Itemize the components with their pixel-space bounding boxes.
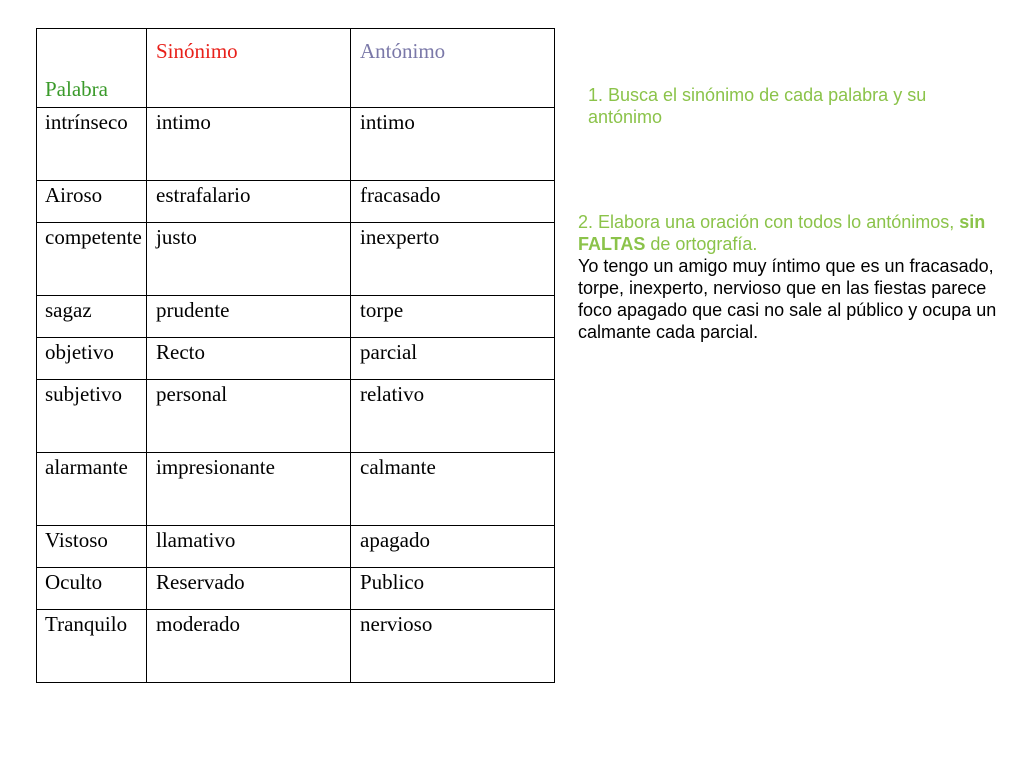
table-row	[37, 296, 555, 338]
table-row	[37, 526, 555, 568]
table-row	[37, 338, 555, 380]
table-header-row	[37, 29, 555, 108]
instruction-step-2-emphasis: sin FALTAS	[578, 212, 986, 254]
cell-sinonimo: prudente	[147, 296, 351, 338]
cell-antonimo: fracasado	[351, 181, 555, 223]
instruction-step-2-suffix: de ortografía.	[645, 234, 758, 254]
table-row	[37, 568, 555, 610]
cell-palabra: Airoso	[37, 181, 147, 223]
cell-palabra: subjetivo	[37, 380, 147, 453]
cell-palabra: competente	[37, 223, 147, 296]
cell-palabra: alarmante	[37, 453, 147, 526]
cell-palabra: intrínseco	[37, 108, 147, 181]
cell-sinonimo: justo	[147, 223, 351, 296]
cell-antonimo: parcial	[351, 338, 555, 380]
instruction-step-2-prefix: 2. Elabora una oración con todos lo antónimos,	[578, 212, 960, 232]
table-row	[37, 181, 555, 223]
cell-palabra: sagaz	[37, 296, 147, 338]
cell-palabra: Oculto	[37, 568, 147, 610]
header-palabra: Palabra	[37, 29, 147, 108]
cell-antonimo: relativo	[351, 380, 555, 453]
table-row	[37, 380, 555, 453]
cell-sinonimo: intimo	[147, 108, 351, 181]
cell-sinonimo: Recto	[147, 338, 351, 380]
instruction-step-1: 1. Busca el sinónimo de cada palabra y su antónimo	[588, 85, 927, 127]
cell-antonimo: intimo	[351, 108, 555, 181]
cell-antonimo: apagado	[351, 526, 555, 568]
cell-sinonimo: estrafalario	[147, 181, 351, 223]
cell-palabra: Vistoso	[37, 526, 147, 568]
cell-sinonimo: impresionante	[147, 453, 351, 526]
cell-sinonimo: llamativo	[147, 526, 351, 568]
cell-antonimo: nervioso	[351, 610, 555, 683]
header-antonimo: Antónimo	[351, 29, 555, 108]
cell-sinonimo: moderado	[147, 610, 351, 683]
header-sinonimo: Sinónimo	[147, 29, 351, 108]
cell-sinonimo: Reservado	[147, 568, 351, 610]
cell-antonimo: inexperto	[351, 223, 555, 296]
table-row	[37, 610, 555, 683]
cell-sinonimo: personal	[147, 380, 351, 453]
cell-antonimo: calmante	[351, 453, 555, 526]
cell-palabra: objetivo	[37, 338, 147, 380]
table-row	[37, 223, 555, 296]
cell-palabra: Tranquilo	[37, 610, 147, 683]
table-row	[37, 453, 555, 526]
instruction-step-2	[578, 211, 1003, 343]
cell-antonimo: Publico	[351, 568, 555, 610]
cell-antonimo: torpe	[351, 296, 555, 338]
vocabulary-table	[36, 28, 555, 683]
answer-sentence: Yo tengo un amigo muy íntimo que es un fracasado, torpe, inexperto, nervioso que en las fiestas parece foco apagado que casi no sale al público y ocupa un calmante cada parcial.	[578, 256, 997, 342]
table-row	[37, 108, 555, 181]
